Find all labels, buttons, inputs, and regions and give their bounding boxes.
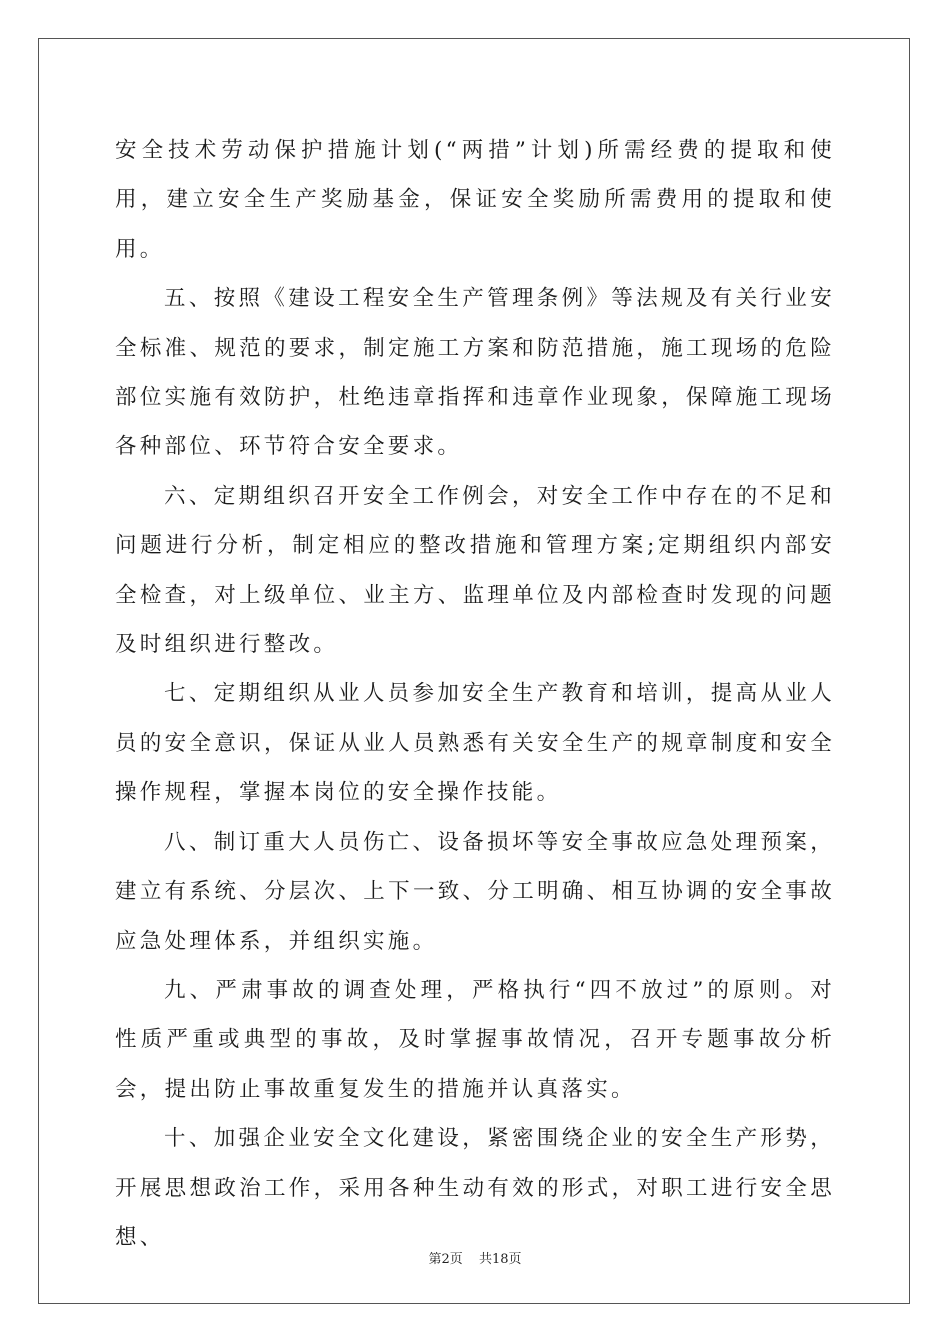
paragraph-continued: 安全技术劳动保护措施计划(“两措”计划)所需经费的提取和使用，建立安全生产奖励基金，保证安全奖励所需费用的提取和使用。 [115,138,835,262]
page-total: 共18页 [478,1252,522,1267]
paragraph-item-7: 七、定期组织从业人员参加安全生产教育和培训，提高从业人员的安全意识，保证从业人员熟悉有关安全生产的规章制度和安全操作规程，掌握本岗位的安全操作技能。 [115,681,835,806]
page-number: 第2页 [428,1252,463,1267]
paragraph-item-10: 十、加强企业安全文化建设，紧密围绕企业的安全生产形势，开展思想政治工作，采用各种生动有效的形式，对职工进行安全思想、 [115,1126,835,1250]
paragraph-item-6: 六、定期组织召开安全工作例会，对安全工作中存在的不足和问题进行分析，制定相应的整改措施和管理方案;定期组织内部安全检查，对上级单位、业主方、监理单位及内部检查时发现的问题及时组织进行整改。 [115,483,835,658]
document-body [115,126,835,1262]
paragraph-item-8: 八、制订重大人员伤亡、设备损坏等安全事故应急处理预案，建立有系统、分层次、上下一致、分工明确、相互协调的安全事故应急处理体系，并组织实施。 [115,829,835,954]
paragraph-item-9: 九、严肃事故的调查处理，严格执行“四不放过”的原则。对性质严重或典型的事故，及时掌握事故情况，召开专题事故分析会，提出防止事故重复发生的措施并认真落实。 [115,977,835,1102]
paragraph-item-5: 五、按照《建设工程安全生产管理条例》等法规及有关行业安全标准、规范的要求，制定施工方案和防范措施，施工现场的危险部位实施有效防护，杜绝违章指挥和违章作业现象，保障施工现场各种部位、环节符合安全要求。 [115,286,835,460]
page-footer [0,1248,950,1267]
